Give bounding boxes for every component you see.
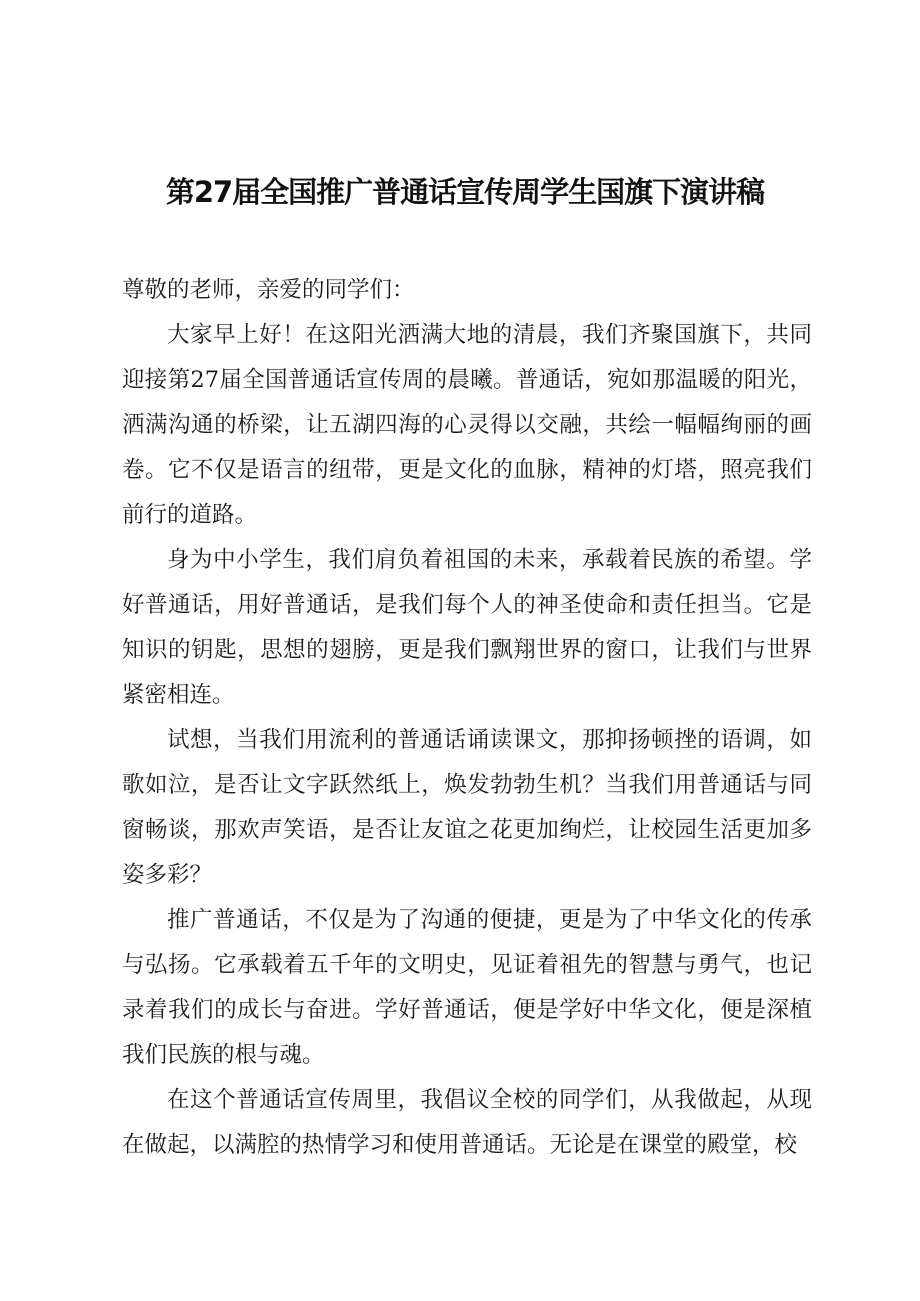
paragraph-5: 在这个普通话宣传周里，我倡议全校的同学们，从我做起，从现在做起，以满腔的热情学习和使用普通话。无论是在课堂的殿堂，校 xyxy=(122,1087,812,1158)
document-title: 第27届全国推广普通话宣传周学生国旗下演讲稿 xyxy=(165,175,765,209)
paragraph-1: 大家早上好！在这阳光洒满大地的清晨，我们齐聚国旗下，共同迎接第27届全国普通话宣传周的晨曦。普通话，宛如那温暖的阳光，洒满沟通的桥梁，让五湖四海的心灵得以交融，共绘一幅幅绚丽的画卷。它不仅是语言的纽带，更是文化的血脉，精神的灯塔，照亮我们前行的道路。 xyxy=(122,322,812,528)
paragraph-2: 身为中小学生，我们肩负着祖国的未来，承载着民族的希望。学好普通话，用好普通话，是我们每个人的神圣使命和责任担当。它是知识的钥匙，思想的翅膀，更是我们飘翔世界的窗口，让我们与世界紧密相连。 xyxy=(122,547,812,708)
paragraph-4: 推广普通话，不仅是为了沟通的便捷，更是为了中华文化的传承与弘扬。它承载着五千年的文明史，见证着祖先的智慧与勇气，也记录着我们的成长与奋进。学好普通话，便是学好中华文化，便是深植我们民族的根与魂。 xyxy=(122,907,812,1068)
document-body xyxy=(122,268,812,1168)
paragraph-3: 试想，当我们用流利的普通话诵读课文，那抑扬顿挫的语调，如歌如泣，是否让文字跃然纸上，焕发勃勃生机？当我们用普通话与同窗畅谈，那欢声笑语，是否让友谊之花更加绚烂，让校园生活更加多姿多彩？ xyxy=(122,727,812,888)
salutation: 尊敬的老师，亲爱的同学们： xyxy=(122,277,415,303)
